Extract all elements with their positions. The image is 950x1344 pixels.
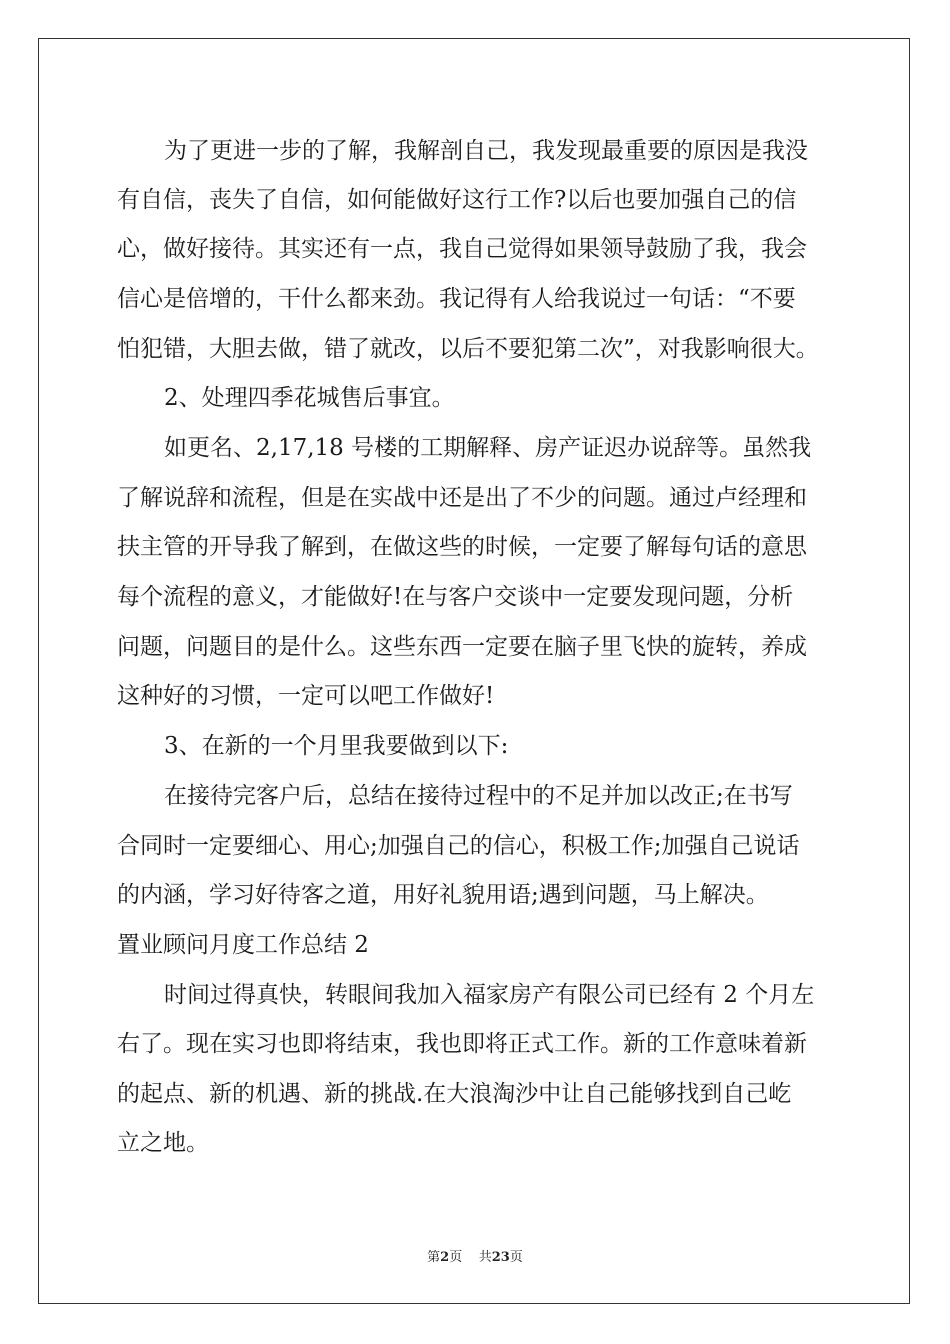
text-line: 信心是倍增的，干什么都来劲。我记得有人给我说过一句话：“不要 xyxy=(117,286,796,312)
page-border xyxy=(38,38,910,1304)
text-line: 心，做好接待。其实还有一点，我自己觉得如果领导鼓励了我，我会 xyxy=(117,236,807,262)
text-line: 每个流程的意义，才能做好!在与客户交谈中一定要发现问题，分析 xyxy=(117,584,794,610)
text-line: 这种好的习惯，一定可以吧工作做好! xyxy=(117,683,495,709)
text-line: 了解说辞和流程，但是在实战中还是出了不少的问题。通过卢经理和 xyxy=(117,485,807,511)
page-total: 23 xyxy=(491,1250,510,1265)
total-unit: 页 xyxy=(509,1250,523,1265)
text-line: 有自信，丧失了自信，如何能做好这行工作?以后也要加强自己的信 xyxy=(117,187,797,213)
text-line: 立之地。 xyxy=(117,1130,209,1156)
text-line: 怕犯错，大胆去做，错了就改，以后不要犯第二次”，对我影响很大。 xyxy=(117,336,819,362)
text-line: 右了。现在实习也即将结束，我也即将正式工作。新的工作意味着新 xyxy=(117,1031,807,1057)
text-line: 如更名、2,17,18 号楼的工期解释、房产证迟办说辞等。虽然我 xyxy=(164,435,812,461)
text-line: 为了更进一步的了解，我解剖自己，我发现最重要的原因是我没 xyxy=(164,138,808,164)
text-line: 合同时一定要细心、用心;加强自己的信心，积极工作;加强自己说话 xyxy=(117,833,800,859)
page-current: 2 xyxy=(440,1250,450,1265)
text-line: 扶主管的开导我了解到，在做这些的时候，一定要了解每句话的意思 xyxy=(117,534,807,560)
document-subtitle: 置业顾问月度工作总结 2 xyxy=(117,932,369,958)
page-prefix: 第 xyxy=(427,1250,441,1265)
page-unit: 页 xyxy=(449,1250,463,1265)
text-line: 在接待完客户后，总结在接待过程中的不足并加以改正;在书写 xyxy=(164,783,793,809)
text-line: 时间过得真快，转眼间我加入福家房产有限公司已经有 2 个月左 xyxy=(164,982,815,1008)
section-heading: 3、在新的一个月里我要做到以下: xyxy=(164,733,509,759)
text-line: 的内涵，学习好待客之道，用好礼貌用语;遇到问题，马上解决。 xyxy=(117,882,769,908)
page-footer xyxy=(0,1246,950,1265)
text-line: 的起点、新的机遇、新的挑战.在大浪淘沙中让自己能够找到自己屹 xyxy=(117,1081,792,1107)
section-heading: 2、处理四季花城售后事宜。 xyxy=(164,385,455,411)
text-line: 问题，问题目的是什么。这些东西一定要在脑子里飞快的旋转，养成 xyxy=(117,634,807,660)
total-prefix: 共 xyxy=(478,1250,492,1265)
